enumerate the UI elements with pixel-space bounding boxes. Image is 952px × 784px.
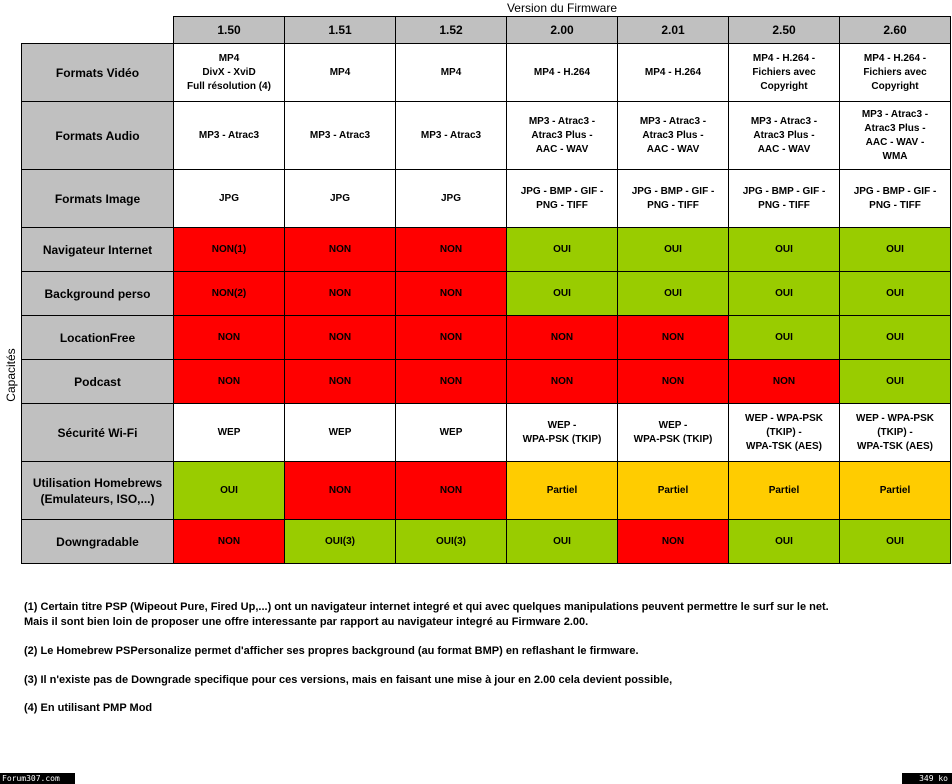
table-cell: MP4 - H.264 - Fichiers avec Copyright	[840, 44, 951, 102]
table-cell: MP4	[285, 44, 396, 102]
row-label: Navigateur Internet	[22, 228, 174, 272]
row-label: Formats Image	[22, 170, 174, 228]
table-cell: MP4	[396, 44, 507, 102]
table-row	[22, 316, 951, 360]
table-cell: OUI	[729, 228, 840, 272]
table-cell: Partiel	[840, 462, 951, 520]
table-cell: OUI	[840, 272, 951, 316]
table-cell: MP3 - Atrac3	[174, 102, 285, 170]
table-cell: OUI	[840, 360, 951, 404]
row-label: Background perso	[22, 272, 174, 316]
table-cell: MP3 - Atrac3	[396, 102, 507, 170]
table-row	[22, 272, 951, 316]
table-cell: OUI	[729, 520, 840, 564]
table-cell: WEP - WPA-PSK (TKIP)	[618, 404, 729, 462]
table-cell: NON	[285, 462, 396, 520]
table-cell: NON	[285, 316, 396, 360]
table-cell: MP3 - Atrac3	[285, 102, 396, 170]
table-cell: NON	[396, 272, 507, 316]
table-cell: WEP - WPA-PSK (TKIP)	[507, 404, 618, 462]
version-header-cell: 2.01	[618, 17, 729, 44]
footnote-4: (4) En utilisant PMP Mod	[24, 702, 153, 714]
table-cell: NON	[618, 360, 729, 404]
table-cell: MP3 - Atrac3 - Atrac3 Plus - AAC - WAV	[618, 102, 729, 170]
table-cell: OUI	[840, 316, 951, 360]
footnote-3: (3) Il n'existe pas de Downgrade specifique pour ces versions, mais en faisant une mise à jour en 2.00 cela devient possible,	[24, 674, 673, 686]
table-cell: OUI	[729, 272, 840, 316]
table-cell: JPG - BMP - GIF - PNG - TIFF	[618, 170, 729, 228]
table-cell: NON	[507, 316, 618, 360]
table-row	[22, 462, 951, 520]
table-cell: MP3 - Atrac3 - Atrac3 Plus - AAC - WAV	[507, 102, 618, 170]
table-cell: NON	[174, 520, 285, 564]
table-corner	[22, 17, 174, 44]
table-cell: WEP - WPA-PSK (TKIP) - WPA-TSK (AES)	[729, 404, 840, 462]
table-cell: NON	[396, 228, 507, 272]
table-cell: OUI	[729, 316, 840, 360]
table-cell: JPG	[396, 170, 507, 228]
table-cell: WEP	[174, 404, 285, 462]
table-cell: NON(2)	[174, 272, 285, 316]
table-cell: Partiel	[729, 462, 840, 520]
table-cell: OUI	[618, 272, 729, 316]
footnote-2: (2) Le Homebrew PSPersonalize permet d'afficher ses propres background (au format BMP) en reflashant le firmware.	[24, 645, 639, 657]
table-cell: MP4 DivX - XviD Full résolution (4)	[174, 44, 285, 102]
table-cell: WEP	[285, 404, 396, 462]
table-cell: NON	[396, 360, 507, 404]
table-cell: OUI	[507, 228, 618, 272]
table-cell: NON(1)	[174, 228, 285, 272]
row-label: Sécurité Wi-Fi	[22, 404, 174, 462]
row-label: Formats Vidéo	[22, 44, 174, 102]
table-row	[22, 360, 951, 404]
row-label: Podcast	[22, 360, 174, 404]
table-cell: OUI	[507, 272, 618, 316]
table-cell: MP3 - Atrac3 - Atrac3 Plus - AAC - WAV - WMA	[840, 102, 951, 170]
source-watermark: Forum307.com	[0, 773, 75, 784]
table-cell: JPG	[174, 170, 285, 228]
row-label: Utilisation Homebrews (Emulateurs, ISO,...)	[22, 462, 174, 520]
table-cell: OUI	[840, 228, 951, 272]
table-cell: NON	[174, 360, 285, 404]
table-cell: OUI	[174, 462, 285, 520]
table-cell: OUI(3)	[285, 520, 396, 564]
table-row	[22, 170, 951, 228]
table-cell: NON	[285, 228, 396, 272]
table-row	[22, 102, 951, 170]
table-row	[22, 228, 951, 272]
table-cell: OUI	[507, 520, 618, 564]
row-label: Downgradable	[22, 520, 174, 564]
table-cell: JPG	[285, 170, 396, 228]
capabilities-side-label-text: Capacités	[4, 348, 18, 402]
version-header-cell: 1.50	[174, 17, 285, 44]
table-cell: NON	[396, 462, 507, 520]
footnote-1-continued: Mais il sont bien loin de proposer une offre interessante par rapport au navigateur integré au Firmware 2.00.	[24, 616, 589, 628]
file-size-label: 349 ko	[902, 773, 952, 784]
row-label: Formats Audio	[22, 102, 174, 170]
table-row	[22, 404, 951, 462]
row-label: LocationFree	[22, 316, 174, 360]
table-cell: Partiel	[618, 462, 729, 520]
table-cell: NON	[396, 316, 507, 360]
table-cell: NON	[618, 316, 729, 360]
footnote-1: (1) Certain titre PSP (Wipeout Pure, Fired Up,...) ont un navigateur internet integré et qui avec quelques manipulations peuvent permettre le surf sur le net.	[24, 601, 829, 613]
table-cell: NON	[618, 520, 729, 564]
table-cell: NON	[507, 360, 618, 404]
table-cell: OUI(3)	[396, 520, 507, 564]
table-cell: MP4 - H.264 - Fichiers avec Copyright	[729, 44, 840, 102]
table-cell: NON	[174, 316, 285, 360]
firmware-version-title: Version du Firmware	[506, 1, 618, 15]
table-cell: WEP - WPA-PSK (TKIP) - WPA-TSK (AES)	[840, 404, 951, 462]
table-cell: OUI	[618, 228, 729, 272]
table-body	[22, 44, 951, 564]
version-header-cell: 2.60	[840, 17, 951, 44]
table-cell: JPG - BMP - GIF - PNG - TIFF	[729, 170, 840, 228]
table-cell: JPG - BMP - GIF - PNG - TIFF	[507, 170, 618, 228]
footnotes	[24, 600, 934, 716]
version-header-cell: 1.52	[396, 17, 507, 44]
table-cell: MP4 - H.264	[618, 44, 729, 102]
table-cell: JPG - BMP - GIF - PNG - TIFF	[840, 170, 951, 228]
table-cell: Partiel	[507, 462, 618, 520]
firmware-comparison-table	[21, 16, 951, 564]
version-header-cell: 2.00	[507, 17, 618, 44]
table-cell: OUI	[840, 520, 951, 564]
table-cell: MP4 - H.264	[507, 44, 618, 102]
capabilities-side-label	[2, 228, 20, 522]
table-row	[22, 44, 951, 102]
table-row	[22, 520, 951, 564]
version-header-cell: 2.50	[729, 17, 840, 44]
version-header-cell: 1.51	[285, 17, 396, 44]
table-cell: NON	[285, 272, 396, 316]
table-cell: NON	[729, 360, 840, 404]
table-cell: WEP	[396, 404, 507, 462]
table-cell: NON	[285, 360, 396, 404]
version-header-row	[22, 17, 951, 44]
table-cell: MP3 - Atrac3 - Atrac3 Plus - AAC - WAV	[729, 102, 840, 170]
